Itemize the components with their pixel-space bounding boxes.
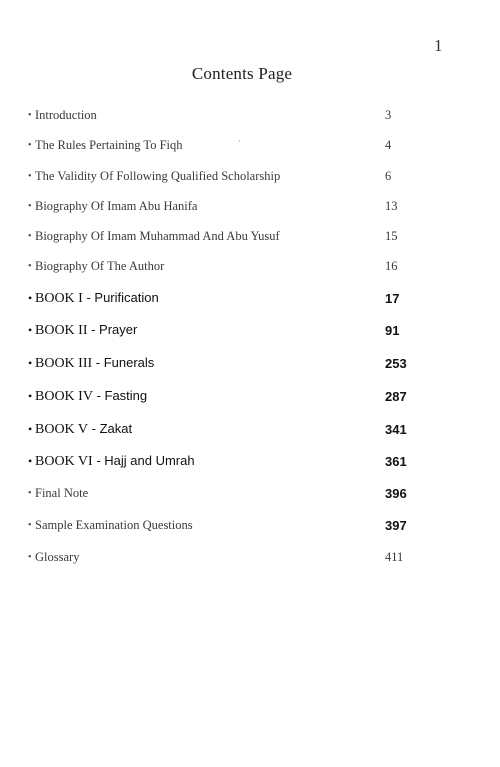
page-title: Contents Page <box>191 64 293 83</box>
toc-entry-final-note[interactable] <box>28 482 468 504</box>
toc-entry-sample-questions[interactable] <box>28 514 468 536</box>
bullet-marker: • <box>28 519 32 531</box>
toc-entry-book-5[interactable] <box>28 418 468 440</box>
toc-entry-biography-muhammad-abu-yusuf[interactable] <box>28 225 468 247</box>
toc-entry-label <box>35 355 154 372</box>
toc-entry-glossary[interactable] <box>28 546 468 568</box>
book-number: BOOK VI <box>35 453 93 469</box>
toc-entry-page: 91 <box>385 322 400 338</box>
toc-entry-biography-abu-hanifa[interactable] <box>28 195 468 217</box>
book-subject: - Fasting <box>92 387 148 403</box>
toc-entry-page: 341 <box>385 421 407 437</box>
bullet-marker: • <box>28 290 33 305</box>
toc-entry-label: Biography Of The Author <box>35 258 165 273</box>
bullet-marker: • <box>28 230 32 242</box>
toc-entry-page: 397 <box>385 517 407 533</box>
toc-entry-page: 3 <box>385 107 392 122</box>
book-subject: - Prayer <box>87 321 138 337</box>
toc-entry-label <box>35 388 147 405</box>
toc-entry-book-2[interactable] <box>28 319 468 341</box>
bullet-marker: • <box>28 200 32 212</box>
stray-mark: ` <box>238 139 241 149</box>
book-subject: - Purification <box>82 289 159 305</box>
toc-entry-label <box>35 453 195 470</box>
toc-entry-label: Final Note <box>35 485 89 500</box>
toc-entry-page: 6 <box>385 168 392 183</box>
toc-entry-page: 253 <box>385 355 407 371</box>
toc-entry-validity[interactable] <box>28 165 468 187</box>
toc-entry-page: 17 <box>385 290 400 306</box>
bullet-marker: • <box>28 139 32 151</box>
book-number: BOOK II <box>35 322 88 338</box>
book-number: BOOK IV <box>35 388 93 404</box>
toc-entry-page: 16 <box>385 258 398 273</box>
book-subject: - Funerals <box>92 354 155 370</box>
toc-entry-page: 287 <box>385 388 407 404</box>
toc-entry-page: 4 <box>385 137 392 152</box>
toc-entry-page: 13 <box>385 198 398 213</box>
toc-entry-label: Biography Of Imam Abu Hanifa <box>35 198 198 213</box>
toc-entry-page: 396 <box>385 485 407 501</box>
toc-entry-rules-fiqh[interactable] <box>28 134 468 156</box>
bullet-marker: • <box>28 388 33 403</box>
book-number: BOOK I <box>35 290 83 306</box>
toc-entry-label: The Validity Of Following Qualified Scholarship <box>35 168 281 183</box>
toc-entry-label <box>35 322 137 339</box>
bullet-marker: • <box>28 487 32 499</box>
bullet-marker: • <box>28 322 33 337</box>
bullet-marker: • <box>28 109 32 121</box>
toc-entry-page: 361 <box>385 453 407 469</box>
toc-entry-label: Glossary <box>35 549 80 564</box>
toc-entry-page: 411 <box>385 549 404 564</box>
book-subject: - Zakat <box>88 420 133 436</box>
toc-entry-label <box>35 290 159 307</box>
toc-entry-biography-author[interactable] <box>28 255 468 277</box>
toc-entry-label <box>35 421 132 438</box>
page-number: 1 <box>434 36 443 55</box>
toc-entry-label: The Rules Pertaining To Fiqh <box>35 137 183 152</box>
bullet-marker: • <box>28 170 32 182</box>
book-number: BOOK V <box>35 421 89 437</box>
book-subject: - Hajj and Umrah <box>92 452 195 468</box>
toc-entry-page: 15 <box>385 228 398 243</box>
toc-entry-book-4[interactable] <box>28 385 468 407</box>
toc-entry-book-3[interactable] <box>28 352 468 374</box>
toc-entry-label: Sample Examination Questions <box>35 517 193 532</box>
toc-entry-introduction[interactable] <box>28 104 468 126</box>
bullet-marker: • <box>28 551 32 563</box>
toc-entry-book-1[interactable] <box>28 287 468 309</box>
book-number: BOOK III <box>35 355 93 371</box>
toc-entry-label: Biography Of Imam Muhammad And Abu Yusuf <box>35 228 280 243</box>
bullet-marker: • <box>28 421 33 436</box>
bullet-marker: • <box>28 355 33 370</box>
toc-entry-book-6[interactable] <box>28 450 468 472</box>
bullet-marker: • <box>28 453 33 468</box>
bullet-marker: • <box>28 260 32 272</box>
toc-entry-label: Introduction <box>35 107 97 122</box>
